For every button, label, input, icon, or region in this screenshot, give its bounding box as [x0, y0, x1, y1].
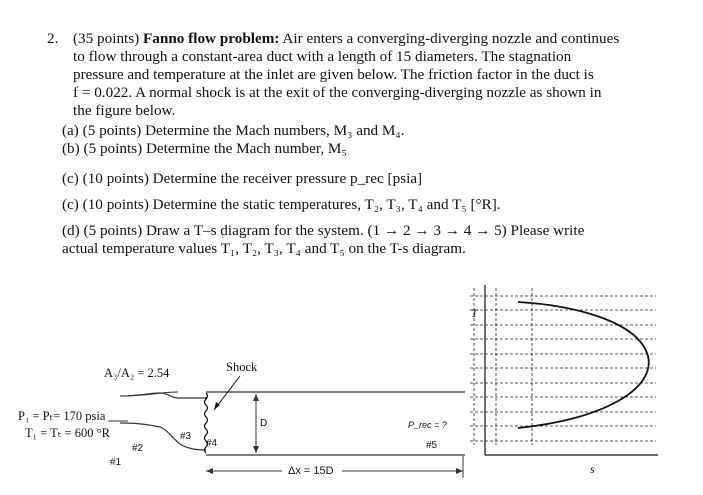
- inlet-temperature-label: T₁ = Tₜ = 600 °R: [25, 426, 110, 440]
- part-a: (a) (5 points) Determine the Mach numbers, M₃ and M₄.: [62, 122, 405, 139]
- points-label: (35 points): [73, 30, 140, 47]
- t-axis-label: T: [471, 306, 478, 320]
- intro-text-4: f = 0.022. A normal shock is at the exit of the converging-diverging nozzle as shown in: [73, 84, 602, 101]
- s-axis-label: s: [590, 462, 595, 476]
- part-d-1: (d) (5 points) Draw a T–s diagram for the system. (1 → 2 → 3 → 4 → 5) Please write: [62, 222, 585, 239]
- intro-text-2: to flow through a constant-area duct with a length of 15 diameters. The stagnation: [73, 48, 572, 65]
- intro-text-1: Air enters a converging-diverging nozzle and continues: [282, 30, 620, 47]
- part-c-1: (c) (10 points) Determine the receiver pressure p_rec [psia]: [62, 170, 423, 187]
- diameter-label: D: [260, 418, 268, 429]
- length-label: Δx = 15D: [288, 465, 334, 477]
- station-2-label: #2: [132, 443, 144, 454]
- part-b: (b) (5 points) Determine the Mach number, M₅: [62, 140, 347, 157]
- problem-number: 2.: [47, 30, 59, 47]
- inlet-pressure-label: P₁ = Pₜ= 170 psia: [18, 409, 106, 423]
- area-ratio-label: A₃/A₂ = 2.54: [104, 366, 170, 380]
- station-3-label: #3: [180, 431, 192, 442]
- shock-label: Shock: [226, 360, 258, 374]
- station-1-label: #1: [110, 457, 122, 468]
- problem-intro-line-1: (35 points) Fanno flow problem: Air enters a converging-diverging nozzle and continues: [73, 30, 620, 47]
- problem-title: Fanno flow problem: [143, 30, 275, 47]
- intro-text-3: pressure and temperature at the inlet are given below. The friction factor in the duct is: [73, 66, 594, 83]
- station-5-label: #5: [426, 440, 438, 451]
- part-d-2: actual temperature values T₁, T₂, T₃, T₄ and T₅ on the T-s diagram.: [62, 240, 466, 257]
- intro-text-5: the figure below.: [73, 102, 176, 119]
- fanno-curve: [518, 302, 649, 428]
- part-c-2: (c) (10 points) Determine the static temperatures, T₂, T₃, T₄ and T₅ [°R].: [62, 196, 501, 213]
- station-4-label: #4: [206, 438, 218, 449]
- receiver-pressure-label: P_rec = ?: [408, 420, 447, 430]
